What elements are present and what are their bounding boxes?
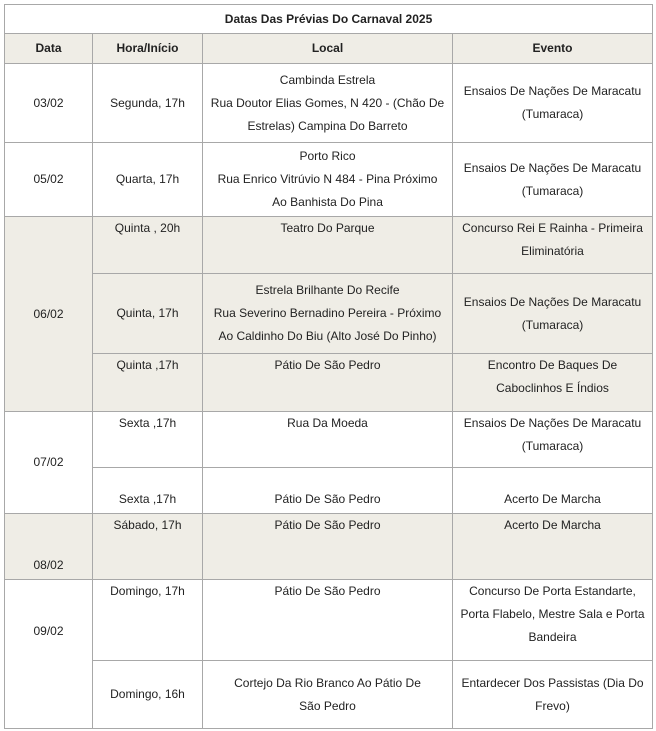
time-cell: Quinta , 20h xyxy=(93,217,203,274)
header-time: Hora/Início xyxy=(93,34,203,64)
date-cell: 09/02 xyxy=(5,580,93,729)
place-line: Porto Rico xyxy=(299,149,356,163)
place-line: Estrela Brilhante Do Recife xyxy=(255,283,400,297)
place-line: Pátio De São Pedro xyxy=(274,492,381,506)
event-cell xyxy=(453,514,653,580)
event-line: Eliminatória xyxy=(521,244,584,258)
place-cell xyxy=(203,143,453,217)
table-row xyxy=(5,217,653,274)
place-line: Rua Doutor Elias Gomes, N 420 - (Chão De xyxy=(210,95,445,110)
event-line: Acerto De Marcha xyxy=(504,492,601,506)
time-cell: Quinta, 17h xyxy=(93,274,203,354)
event-line: Acerto De Marcha xyxy=(504,518,601,532)
place-line: Pátio De São Pedro xyxy=(274,518,381,532)
time-cell: Quinta ,17h xyxy=(93,354,203,412)
header-place: Local xyxy=(203,34,453,64)
event-cell xyxy=(453,580,653,661)
place-line: Teatro Do Parque xyxy=(280,221,375,235)
time-cell: Sexta ,17h xyxy=(93,412,203,468)
table-row xyxy=(5,514,653,580)
event-cell xyxy=(453,468,653,514)
event-line: (Tumaraca) xyxy=(521,107,584,121)
time-cell: Sábado, 17h xyxy=(93,514,203,580)
table-title: Datas Das Prévias Do Carnaval 2025 xyxy=(5,5,653,34)
place-cell xyxy=(203,412,453,468)
date-cell: 06/02 xyxy=(5,217,93,412)
date-cell: 03/02 xyxy=(5,64,93,143)
header-event: Evento xyxy=(453,34,653,64)
time-cell: Domingo, 16h xyxy=(93,661,203,729)
place-cell xyxy=(203,514,453,580)
place-line: São Pedro xyxy=(299,698,356,713)
event-cell xyxy=(453,661,653,729)
event-line: (Tumaraca) xyxy=(521,317,584,332)
event-cell xyxy=(453,217,653,274)
event-line: Bandeira xyxy=(528,630,577,644)
place-line: Ao Banhista Do Pina xyxy=(272,195,383,209)
event-cell xyxy=(453,274,653,354)
table-row xyxy=(5,661,653,729)
table-row xyxy=(5,412,653,468)
header-row xyxy=(5,34,653,64)
event-cell xyxy=(453,412,653,468)
table-row xyxy=(5,580,653,661)
time-cell: Sexta ,17h xyxy=(93,468,203,514)
event-line: (Tumaraca) xyxy=(521,183,584,198)
place-cell xyxy=(203,661,453,729)
place-cell xyxy=(203,580,453,661)
event-line: Ensaios De Nações De Maracatu xyxy=(463,160,642,175)
place-line: Cambinda Estrela xyxy=(279,72,376,87)
table-row xyxy=(5,468,653,514)
place-cell xyxy=(203,354,453,412)
event-line: Entardecer Dos Passistas (Dia Do xyxy=(461,675,644,690)
date-cell: 08/02 xyxy=(5,514,93,580)
event-line: Encontro De Baques De xyxy=(487,358,618,372)
table-row xyxy=(5,64,653,143)
time-cell: Segunda, 17h xyxy=(93,64,203,143)
table-row xyxy=(5,143,653,217)
place-line: Pátio De São Pedro xyxy=(274,358,381,372)
title-row xyxy=(5,5,653,34)
event-line: Porta Flabelo, Mestre Sala e Porta xyxy=(460,607,645,621)
time-cell: Domingo, 17h xyxy=(93,580,203,661)
time-cell: Quarta, 17h xyxy=(93,143,203,217)
event-line: (Tumaraca) xyxy=(521,439,584,453)
event-line: Frevo) xyxy=(535,698,570,713)
place-cell xyxy=(203,274,453,354)
event-line: Concurso De Porta Estandarte, xyxy=(469,584,636,598)
place-line: Ao Caldinho Do Biu (Alto José Do Pinho) xyxy=(218,329,437,343)
event-line: Ensaios De Nações De Maracatu xyxy=(463,84,642,98)
event-line: Caboclinhos E Índios xyxy=(496,381,609,395)
table-row xyxy=(5,354,653,412)
date-cell: 07/02 xyxy=(5,412,93,514)
event-line: Ensaios De Nações De Maracatu xyxy=(463,294,642,309)
carnival-schedule-table xyxy=(4,4,653,729)
place-cell xyxy=(203,217,453,274)
event-cell xyxy=(453,64,653,143)
event-cell xyxy=(453,354,653,412)
event-line: Ensaios De Nações De Maracatu xyxy=(463,416,642,430)
event-cell xyxy=(453,143,653,217)
place-cell xyxy=(203,64,453,143)
table-row xyxy=(5,274,653,354)
place-line: Pátio De São Pedro xyxy=(274,584,381,598)
place-line: Rua Da Moeda xyxy=(287,416,368,430)
place-line: Estrelas) Campina Do Barreto xyxy=(247,118,408,133)
place-line: Rua Severino Bernadino Pereira - Próximo xyxy=(213,306,442,320)
place-line: Cortejo Da Rio Branco Ao Pátio De xyxy=(234,675,421,690)
place-line: Rua Enrico Vitrúvio N 484 - Pina Próximo xyxy=(217,172,438,186)
header-date: Data xyxy=(5,34,93,64)
event-line: Concurso Rei E Rainha - Primeira xyxy=(462,221,643,235)
date-cell: 05/02 xyxy=(5,143,93,217)
place-cell xyxy=(203,468,453,514)
